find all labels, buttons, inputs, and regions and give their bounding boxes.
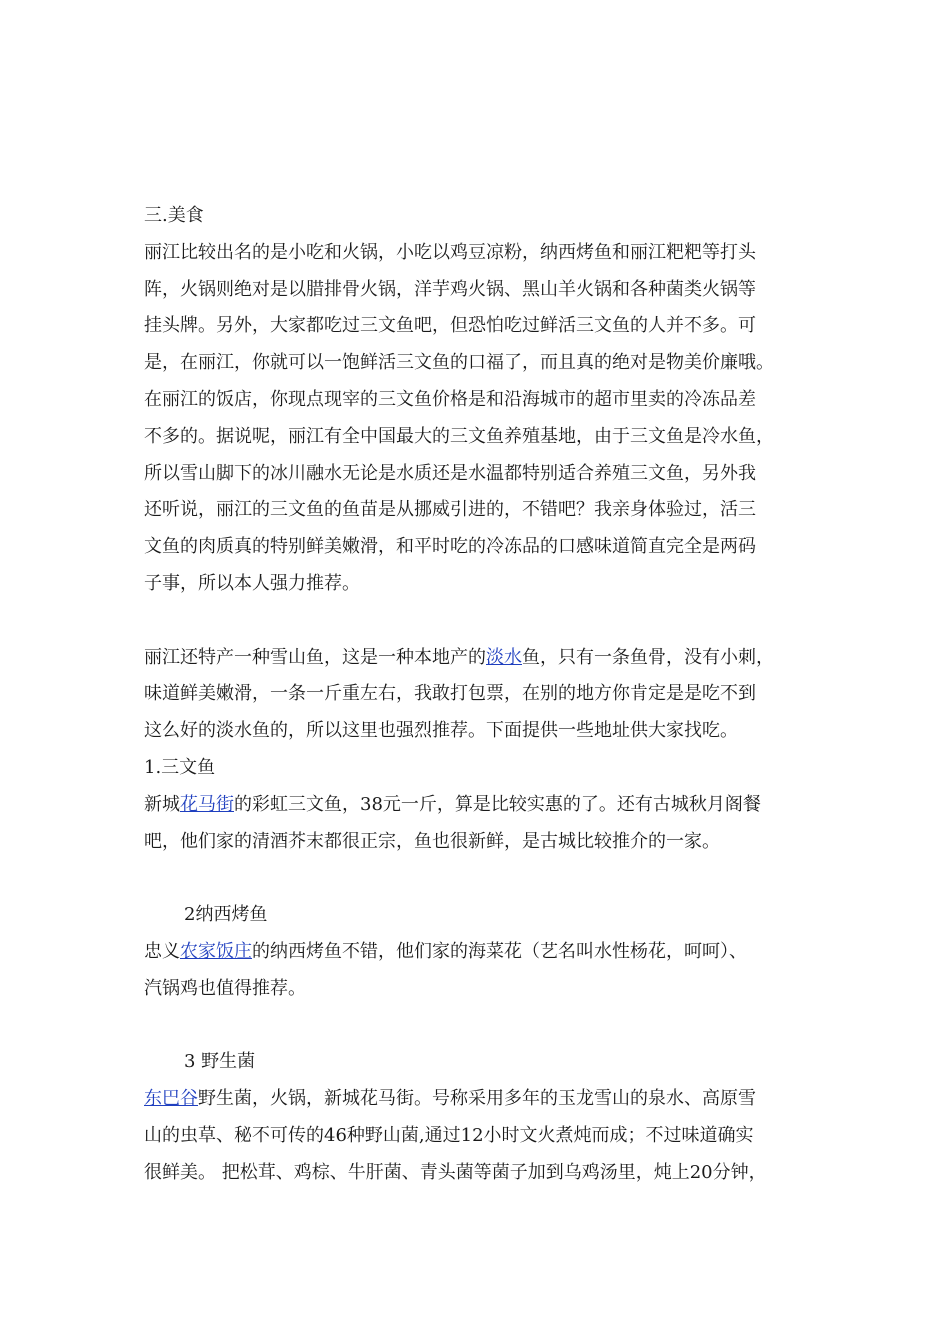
text-segment: 的纳西烤鱼不错，他们家的海菜花（艺名叫水性杨花，呵呵）、 <box>252 940 747 962</box>
blank-line <box>144 860 808 897</box>
paragraph-line: 是，在丽江，你就可以一饱鲜活三文鱼的口福了，而且真的绝对是物美价廉哦。 <box>144 352 774 374</box>
section-heading: 三.美食 <box>144 205 204 226</box>
paragraph-intro <box>144 235 808 603</box>
paragraph-line <box>144 640 808 677</box>
paragraph-line <box>144 787 808 824</box>
paragraph-line: 这么好的淡水鱼的，所以这里也强烈推荐。下面提供一些地址供大家找吃。 <box>144 720 738 742</box>
text-segment: 的彩虹三文鱼，38元一斤，算是比较实惠的了。还有古城秋月阁餐 <box>234 793 761 815</box>
paragraph-line: 挂头牌。另外，大家都吃过三文鱼吧，但恐怕吃过鲜活三文鱼的人并不多。可 <box>144 315 756 337</box>
item-wild-mushroom <box>144 1044 808 1191</box>
item-title: 3 野生菌 <box>184 1051 256 1073</box>
paragraph-line: 所以雪山脚下的冰川融水无论是水质还是水温都特别适合养殖三文鱼，另外我 <box>144 462 756 484</box>
paragraph-line: 子事，所以本人强力推荐。 <box>144 572 360 594</box>
paragraph-line: 文鱼的肉质真的特别鲜美嫩滑，和平时吃的冷冻品的口感味道简直完全是两码 <box>144 536 756 558</box>
paragraph-line: 阵，火锅则绝对是以腊排骨火锅，洋芋鸡火锅、黑山羊火锅和各种菌类火锅等 <box>144 278 756 300</box>
paragraph-line: 吧，他们家的清酒芥末都很正宗，鱼也很新鲜，是古城比较推介的一家。 <box>144 830 720 852</box>
paragraph-line: 在丽江的饭店，你现点现宰的三文鱼价格是和沿海城市的超市里卖的冷冻品差 <box>144 388 756 410</box>
document-page <box>144 198 808 1192</box>
paragraph-line: 味道鲜美嫩滑，一条一斤重左右，我敢打包票，在别的地方你肯定是是吃不到 <box>144 683 756 705</box>
text-segment: 新城 <box>144 793 180 815</box>
item-naxi-grilled-fish <box>144 897 808 1007</box>
text-segment: 野生菌，火锅，新城花马街。号称采用多年的玉龙雪山的泉水、高原雪 <box>198 1088 756 1110</box>
paragraph-snow-fish <box>144 640 808 750</box>
paragraph-line: 还听说，丽江的三文鱼的鱼苗是从挪威引进的，不错吧？我亲身体验过，活三 <box>144 499 756 521</box>
paragraph-line: 不多的。据说呢，丽江有全中国最大的三文鱼养殖基地，由于三文鱼是冷水鱼， <box>144 425 774 447</box>
paragraph-line: 汽锅鸡也值得推荐。 <box>144 977 306 999</box>
text-segment: 鱼，只有一条鱼骨，没有小刺， <box>522 646 774 668</box>
paragraph-line: 山的虫草、秘不可传的46种野山菌,通过12小时文火煮炖而成；不过味道确实 <box>144 1124 754 1146</box>
blank-line <box>144 1008 808 1045</box>
paragraph-line <box>144 934 808 971</box>
link-huama-street[interactable]: 花马街 <box>180 793 234 815</box>
link-farmhouse-restaurant[interactable]: 农家饭庄 <box>180 940 252 962</box>
item-title: 2纳西烤鱼 <box>184 904 268 926</box>
paragraph-line: 很鲜美。 把松茸、鸡棕、牛肝菌、青头菌等菌子加到乌鸡汤里，炖上20分钟， <box>144 1161 767 1183</box>
link-freshwater[interactable]: 淡水 <box>486 646 522 668</box>
item-salmon <box>144 750 808 860</box>
item-title: 1.三文鱼 <box>144 756 216 778</box>
text-segment: 丽江还特产一种雪山鱼，这是一种本地产的 <box>144 646 486 668</box>
text-segment: 忠义 <box>144 940 180 962</box>
paragraph-line: 丽江比较出名的是小吃和火锅，小吃以鸡豆凉粉，纳西烤鱼和丽江粑粑等打头 <box>144 241 756 263</box>
paragraph-line <box>144 1081 808 1118</box>
link-dongba-valley[interactable]: 东巴谷 <box>144 1088 198 1110</box>
blank-line <box>144 603 808 640</box>
